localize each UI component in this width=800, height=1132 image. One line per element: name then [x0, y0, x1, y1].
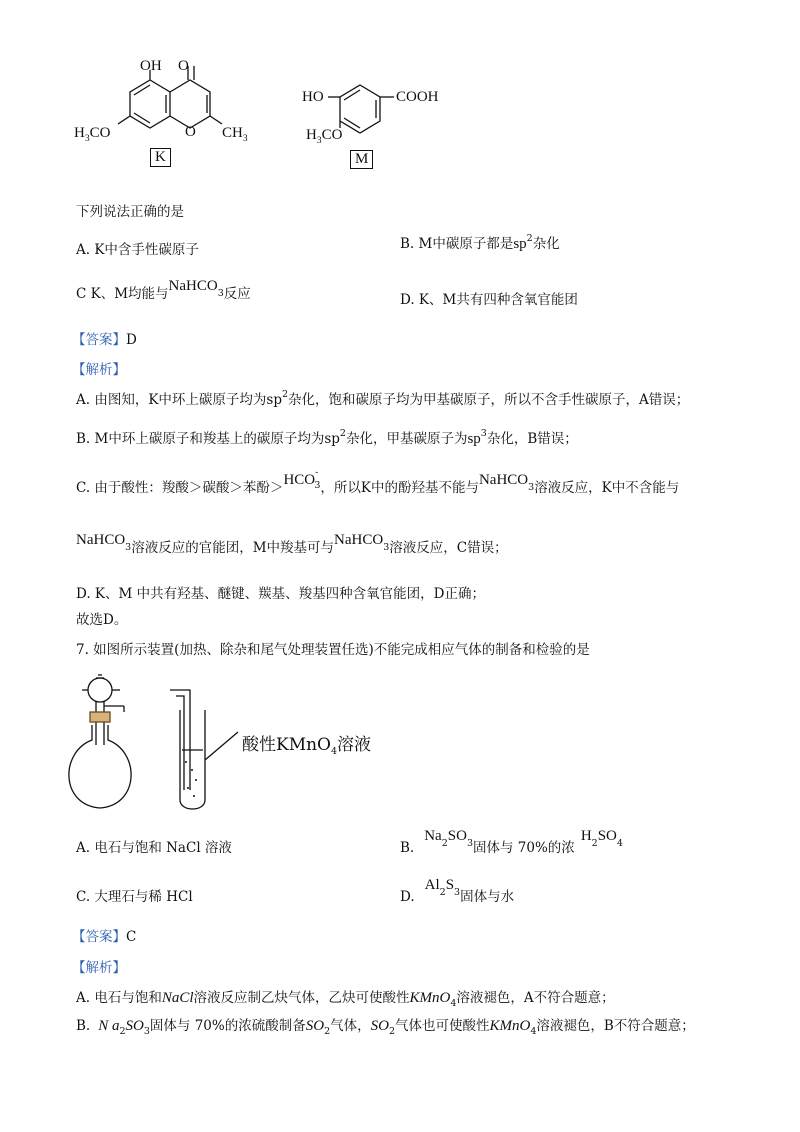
q6-answer: 【答案】D: [72, 332, 137, 348]
q6-analysis-line-4: NaHCO$_3$溶液反应的官能团，M中羧基可与NaHCO$_3$溶液反应，C错误；: [76, 532, 508, 556]
flask-apparatus: [69, 675, 131, 808]
q6-analysis-line-2: B. M中环上碳原子和羧基上的碳原子均为$sp^2$杂化，甲基碳原子为$sp^3$杂化，B错误；: [76, 428, 578, 447]
test-tube: [170, 690, 238, 809]
q6-stem: 下列说法正确的是: [76, 204, 184, 220]
q7-analysis-line-a: A. 电石与饱和NaCl溶液反应制乙炔气体，乙炔可使酸性KMnO$_4$溶液褪色，A不符合题意；: [76, 990, 615, 1009]
q6-option-b: B. M中碳原子都是$sp^2$杂化: [400, 233, 560, 252]
q7-analysis-label: 【解析】: [72, 960, 126, 976]
q7-option-d: $D.Al^2S^3$固体与水: [400, 877, 515, 905]
q7-answer: 【答案】C: [72, 929, 137, 945]
q6-option-d: D. K、M共有四种含氧官能团: [400, 292, 578, 308]
molecule-k-bonds: [118, 66, 222, 128]
q7-option-a: A. 电石与饱和 NaCl 溶液: [76, 840, 232, 856]
k-ch3-label: $CH_3$: [222, 125, 248, 144]
q6-analysis-label: 【解析】: [72, 362, 126, 378]
k-och3-label: $H_3CO$: [74, 125, 111, 144]
q7-option-b: $B.Na^2SO^3$固体与 70%的浓$H^2SO^4$: [400, 828, 623, 856]
q7-analysis-line-b: B. N $a_2SO_3$固体与 70%的浓硫酸制备$SO_2$气体，$SO_2$气体也可使酸性KMnO$_4$溶液褪色，B不符合题意；: [76, 1018, 695, 1037]
k-box-label: K: [150, 148, 171, 167]
q7-reagent-label: 酸性KMnO$_4$溶液: [242, 735, 372, 757]
m-box-label: M: [350, 150, 373, 169]
test-tube-liquid-dots: [185, 761, 197, 797]
molecule-m-bonds: [328, 85, 394, 133]
m-och3-label: $H_3CO$: [306, 127, 343, 146]
q7-option-c: C. 大理石与稀 HCl: [76, 889, 193, 905]
k-oh-label: OH: [140, 58, 162, 74]
q6-analysis-line-5: D. K、M 中共有羟基、醚键、羰基、羧基四种含氧官能团，D正确；: [76, 586, 485, 602]
q6-option-c: C K、M均能与NaHCO$_3$反应: [76, 278, 251, 302]
m-ho-label: HO: [302, 89, 324, 105]
q6-analysis-line-3: C. 由于酸性：羧酸＞碳酸＞苯酚$>HCO^{-3}$，所以K中的酚羟基不能与NaHCO$_3$溶液反应，K中不含能与: [76, 467, 680, 496]
q6-analysis-line-1: A. 由图知，K中环上碳原子均为$sp^2$杂化，饱和碳原子均为甲基碳原子，所以不含手性碳原子，A错误；: [76, 389, 690, 408]
q7-stem: 7. 如图所示装置(加热、除杂和尾气处理装置任选)不能完成相应气体的制备和检验的是: [76, 642, 590, 658]
k-ring-o: O: [185, 124, 196, 140]
m-cooh-label: COOH: [396, 89, 439, 105]
k-carbonyl-o: O: [178, 58, 189, 74]
q6-option-a: A. K中含手性碳原子: [76, 242, 199, 258]
q6-analysis-line-6: 故选D。: [76, 612, 128, 628]
